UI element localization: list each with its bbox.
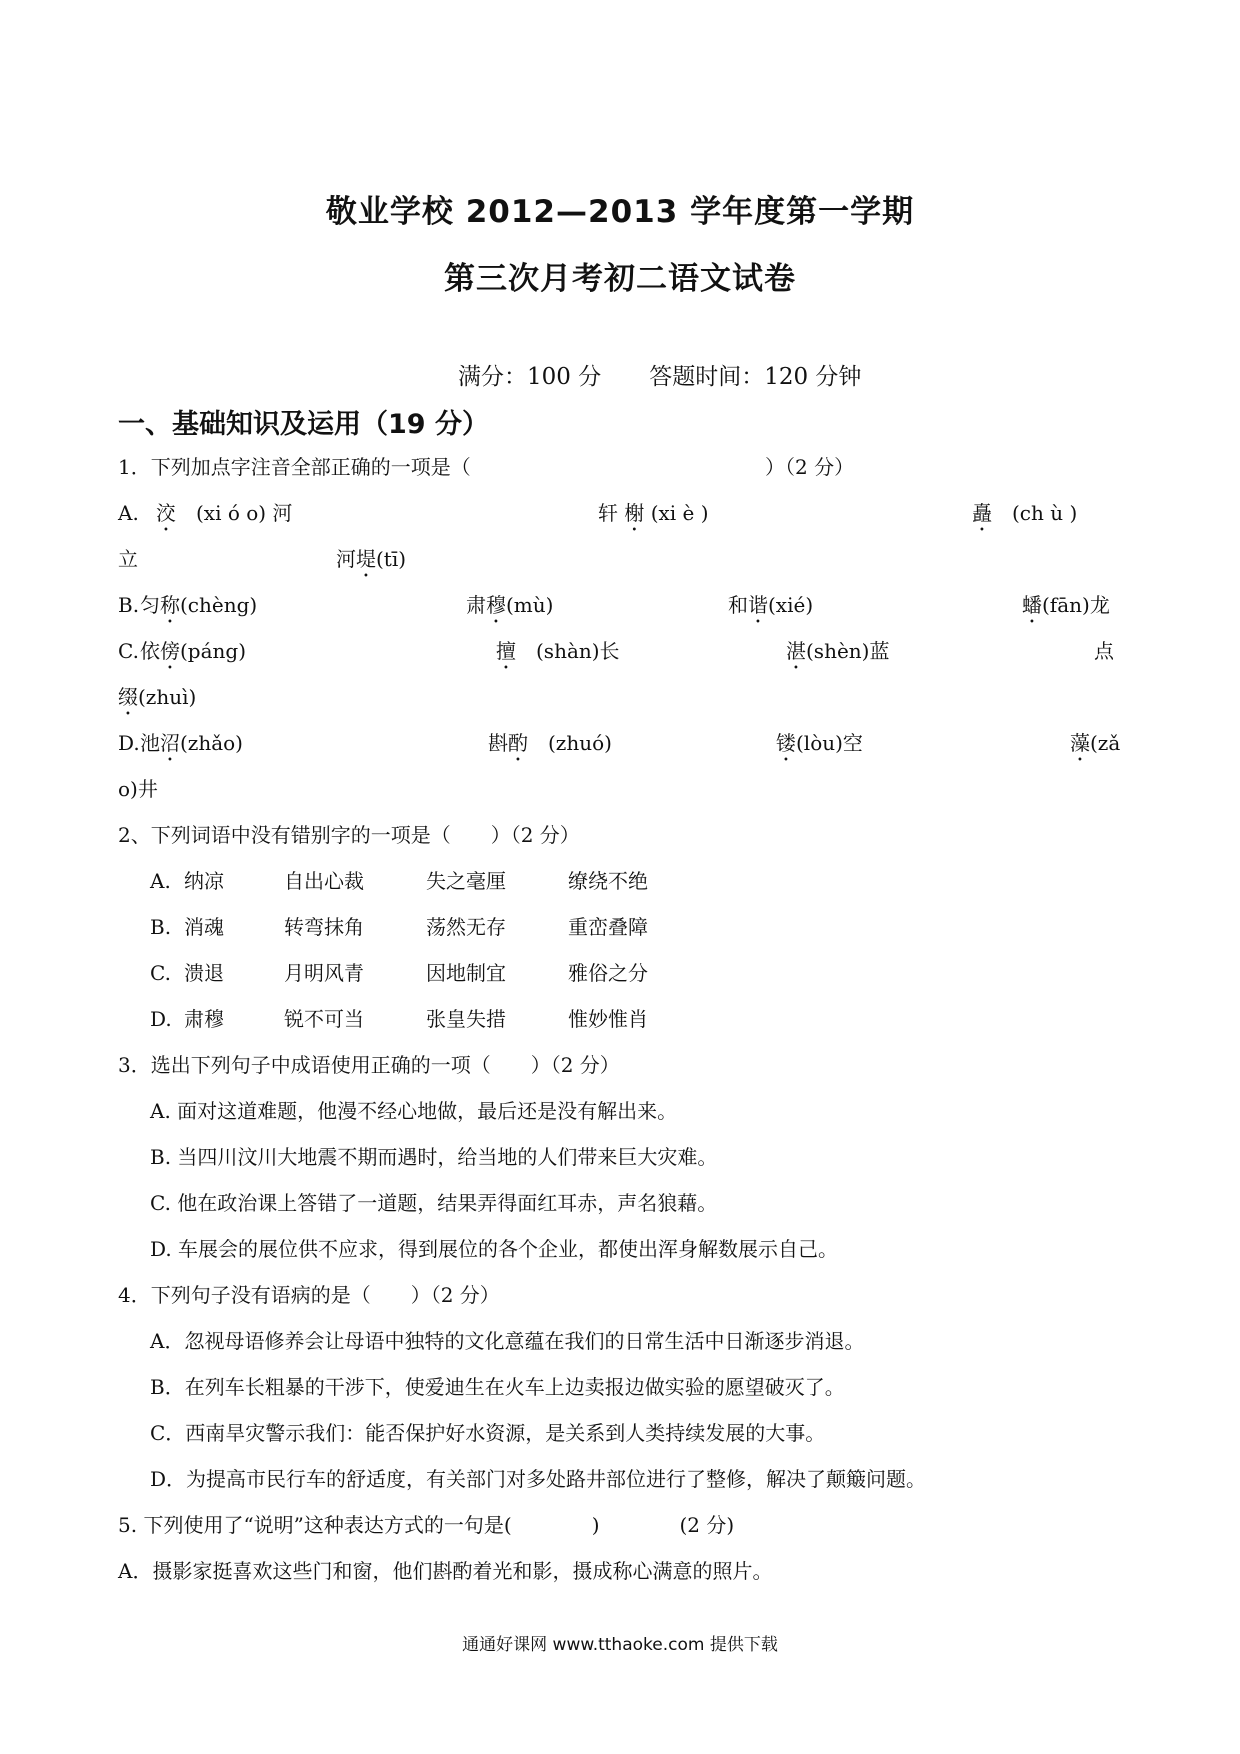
footer-credit: 通通好课网 www.tthaoke.com 提供下载 — [462, 1635, 778, 1655]
option-word: 因地制宜 — [426, 961, 506, 985]
pinyin: (shàn)长 — [536, 639, 620, 663]
pinyin-item — [728, 592, 813, 628]
dotted-char: 堤 — [356, 547, 376, 571]
answer-time: 答题时间：120 分钟 — [649, 364, 862, 390]
option-label: C. — [150, 961, 171, 985]
plain-char: 依 — [140, 639, 160, 663]
option-label: D. — [118, 731, 140, 755]
full-score: 满分：100 分 — [458, 364, 602, 390]
question-1-stem-tail: ）（2 分） — [765, 455, 855, 479]
option-word: 张皇失措 — [426, 1007, 506, 1031]
plain-char: 匀 — [140, 593, 160, 617]
dotted-char: 谐 — [748, 593, 768, 617]
option-word: 失之毫厘 — [426, 869, 506, 893]
dotted-char: 称 — [160, 593, 180, 617]
dotted-char: 傍 — [160, 639, 180, 663]
plain-char: 轩 — [598, 501, 618, 525]
option-word: 自出心裁 — [284, 869, 364, 893]
pinyin: (fān)龙 — [1042, 593, 1110, 617]
option-word: 转弯抹角 — [284, 915, 364, 939]
option-word: 纳凉 — [184, 869, 224, 893]
dotted-char: 榭 — [624, 501, 645, 525]
question-3-option-a: A. 面对这道难题，他漫不经心地做，最后还是没有解出来。 — [150, 1099, 678, 1123]
pinyin-item — [598, 500, 709, 536]
pinyin-item — [1070, 730, 1120, 766]
dotted-char: 镂 — [776, 731, 796, 755]
dotted-char: 洨 — [156, 501, 176, 525]
pinyin: (zhuó) — [548, 731, 612, 755]
option-word: 溃退 — [184, 961, 224, 985]
pinyin-item — [140, 730, 243, 766]
pinyin-item — [336, 546, 406, 582]
pinyin: (chèng) — [180, 593, 258, 617]
pinyin: (páng) — [180, 639, 247, 663]
dotted-char: 穆 — [486, 593, 506, 617]
question-4-option-b: B．在列车长粗暴的干涉下，使爱迪生在火车上边卖报边做实验的愿望破灭了。 — [150, 1375, 845, 1399]
pinyin-item — [496, 638, 620, 674]
pinyin: (xi ó o) 河 — [196, 501, 293, 525]
continued-text: o)井 — [118, 777, 158, 801]
pinyin: (zhuì) — [138, 685, 197, 709]
exam-meta — [458, 358, 861, 391]
option-word: 消魂 — [184, 915, 224, 939]
option-word: 重峦叠障 — [568, 915, 648, 939]
section-title: 一、基础知识及运用（19 分） — [118, 409, 489, 440]
dotted-char: 擅 — [496, 639, 516, 663]
option-word: 锐不可当 — [284, 1007, 364, 1031]
question-5-option-a: A．摄影家挺喜欢这些门和窗，他们斟酌着光和影，摄成称心满意的照片。 — [118, 1559, 773, 1583]
dotted-char: 酌 — [508, 731, 528, 755]
pinyin-item — [776, 730, 863, 766]
question-1-stem: 1．下列加点字注音全部正确的一项是（ — [118, 455, 471, 479]
option-word: 荡然无存 — [426, 915, 506, 939]
question-3-stem: 3．选出下列句子中成语使用正确的一项（ ）（2 分） — [118, 1053, 620, 1077]
pinyin-item — [488, 730, 612, 766]
exam-title-line2: 第三次月考初二语文试卷 — [444, 261, 796, 297]
option-word: 缭绕不绝 — [568, 869, 648, 893]
pinyin: (zhǎo) — [180, 731, 243, 755]
option-word: 雅俗之分 — [568, 961, 648, 985]
dotted-char: 沼 — [160, 731, 180, 755]
question-3-option-d: D. 车展会的展位供不应求，得到展位的各个企业，都使出浑身解数展示自己。 — [150, 1237, 839, 1261]
pinyin: (shèn)蓝 — [806, 639, 890, 663]
pinyin-item — [140, 638, 246, 674]
question-4-option-a: A．忽视母语修养会让母语中独特的文化意蕴在我们的日常生活中日渐逐步消退。 — [150, 1329, 865, 1353]
dotted-char: 缀 — [118, 685, 138, 709]
pinyin-item — [786, 638, 889, 674]
option-label: A. — [150, 869, 171, 893]
pinyin: (zǎ — [1090, 731, 1121, 755]
plain-char: 肃 — [466, 593, 486, 617]
option-label: D. — [150, 1007, 172, 1031]
pinyin: (xié) — [768, 593, 814, 617]
question-5-stem: 5. 下列使用了“说明”这种表达方式的一句是( ) (2 分) — [118, 1513, 735, 1537]
dotted-char: 蟠 — [1022, 593, 1042, 617]
plain-char: 斟 — [488, 731, 508, 755]
option-label: C. — [118, 639, 139, 663]
exam-title-line1: 敬业学校 2012—2013 学年度第一学期 — [325, 194, 915, 230]
continued-text: 立 — [118, 547, 138, 571]
plain-char: 点 — [1094, 639, 1114, 663]
question-4-option-c: C．西南旱灾警示我们：能否保护好水资源，是关系到人类持续发展的大事。 — [150, 1421, 826, 1445]
pinyin: (tī) — [376, 547, 407, 571]
plain-char: 河 — [336, 547, 356, 571]
question-3-option-c: C. 他在政治课上答错了一道题，结果弄得面红耳赤，声名狼藉。 — [150, 1191, 718, 1215]
plain-char: 池 — [140, 731, 160, 755]
option-label: B. — [150, 915, 172, 939]
question-4-stem: 4．下列句子没有语病的是（ ）（2 分） — [118, 1283, 500, 1307]
pinyin: (ch ù ) — [1012, 501, 1078, 525]
question-3-option-b: B. 当四川汶川大地震不期而遇时，给当地的人们带来巨大灾难。 — [150, 1145, 718, 1169]
pinyin: (lòu)空 — [796, 731, 863, 755]
pinyin-item — [972, 500, 1077, 536]
pinyin: (xi è ) — [650, 501, 709, 525]
plain-char: 和 — [728, 593, 748, 617]
pinyin-item — [140, 592, 257, 628]
pinyin-item — [466, 592, 553, 628]
option-word: 月明风青 — [284, 961, 364, 985]
pinyin-item — [118, 684, 196, 720]
pinyin-item — [1022, 592, 1110, 628]
option-word: 惟妙惟肖 — [568, 1007, 648, 1031]
option-label: A. — [118, 501, 139, 525]
dotted-char: 藻 — [1070, 731, 1090, 755]
question-2-stem: 2、下列词语中没有错别字的一项是（ ）（2 分） — [118, 823, 580, 847]
dotted-char: 矗 — [972, 501, 992, 525]
option-word: 肃穆 — [184, 1007, 224, 1031]
pinyin-item — [156, 500, 292, 536]
option-label: B. — [118, 593, 140, 617]
pinyin: (mù) — [506, 593, 554, 617]
question-4-option-d: D．为提高市民行车的舒适度，有关部门对多处路井部位进行了整修，解决了颠簸问题。 — [150, 1467, 927, 1491]
dotted-char: 湛 — [786, 639, 806, 663]
